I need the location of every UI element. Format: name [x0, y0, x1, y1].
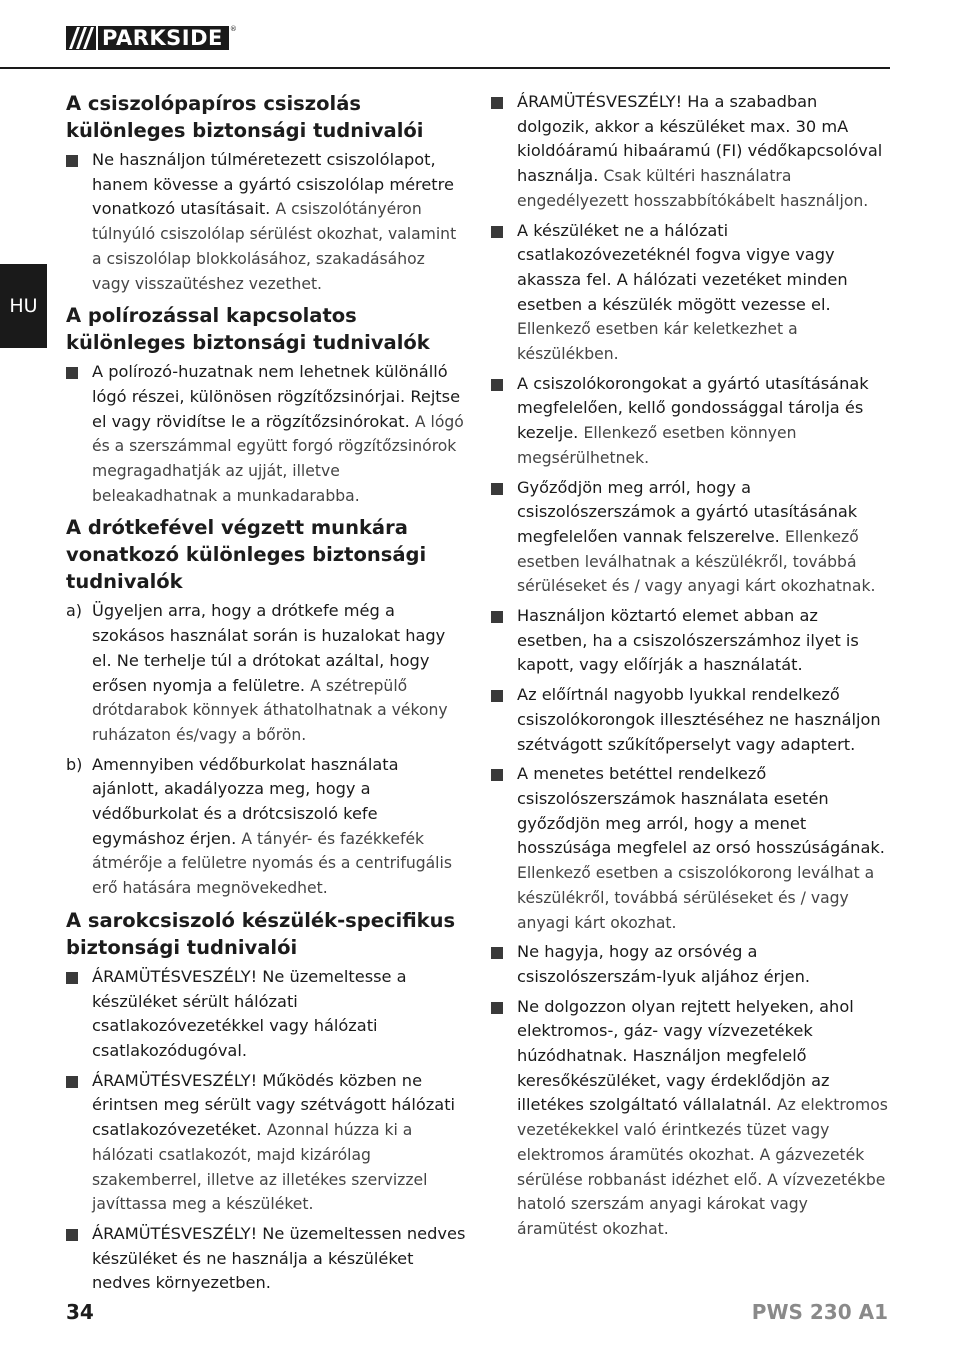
list-item: Ne használjon túlméretezett csiszolólapot, hanem kövesse a gyártó csiszolólap méretre vonatkozó utasításait. A csiszolótányéron túlnyúló csiszolólap sérülést okozhat, valamint a csiszolólap blokkolásához, szakadásához vagy visszaütéshez vezethet.: [66, 148, 466, 296]
item-marker: a): [66, 601, 83, 621]
list-item: Ne dolgozzon olyan rejtett helyeken, ahol elektromos-, gáz- vagy vízvezetékek húzódhatnak. Használjon megfelelő keresőkészüléket, vagy érdeklődjön az illetékes szolgáltató vállalatnál. Az elektromos vezetékekkel való érintkezés tüzet vagy elektromos áramütés okozhat. A gázvezeték sérülése robbanást idézhet elő. A vízvezetékbe hatoló szerszám anyagi károkat vagy áramütést okozhat.: [491, 995, 893, 1242]
item-marker: b): [66, 754, 83, 774]
list-item: a) Ügyeljen arra, hogy a drótkefe még a szokásos használat során is huzalokat hagy el. Ne terhelje túl a drótokat azáltal, hogy erősen nyomja a felületre. A szétrepülő drótdarabok könnyek áthatolhatnak a vékony ruházaton és/vagy a bőrön.: [66, 601, 448, 744]
list-item: Az előírtnál nagyobb lyukkal rendelkező csiszolókorongok illesztéséhez ne használjon szétvágott szűkítőperselyt vagy adaptert.: [491, 683, 893, 757]
page-number: 34: [66, 1300, 94, 1324]
square-bullet-icon: [491, 611, 503, 623]
logo-slashes-icon: [66, 26, 96, 50]
square-bullet-icon: [66, 155, 78, 167]
square-bullet-icon: [491, 690, 503, 702]
list-item: A menetes betéttel rendelkező csiszolószerszámok használata esetén győződjön meg arról, hogy a menet hosszúsága megfelel az orsó hosszúságának. Ellenkező esetben a csiszolókorong leválhat a készülékről, továbbá sérüléseket és / vagy anyagi kárt okozhat.: [491, 762, 893, 935]
square-bullet-icon: [491, 483, 503, 495]
section-title: A csiszolópapíros csiszolás különleges biztonsági tudnivalói: [66, 92, 424, 142]
right-column: [491, 90, 893, 1247]
section-title: A polírozással kapcsolatos különleges biztonsági tudnivalók: [66, 304, 430, 355]
left-column: [66, 90, 466, 1302]
square-bullet-icon: [491, 97, 503, 109]
square-bullet-icon: [491, 226, 503, 238]
parkside-logo: [66, 24, 237, 52]
section-sanding-paper: [66, 90, 466, 296]
section-title: A sarokcsiszoló készülék-specifikus biztonsági tudnivalói: [66, 908, 456, 959]
square-bullet-icon: [66, 1229, 78, 1241]
list-item: b) Amennyiben védőburkolat használata ajánlott, akadályozza meg, hogy a védőburkolat és a drótcsiszoló kefe egymáshoz érjen. A tányér- és fazékkefék átmérője a felületre nyomás és a centrifugális erő hatására megnövekedhet.: [66, 754, 452, 898]
list-item: Győződjön meg arról, hogy a csiszolószerszámok a gyártó utasításának megfelelően vannak felszerelve. Ellenkező esetben leválhatnak a készülékről, továbbá sérüléseket és / vagy anyagi kárt okozhatnak.: [491, 476, 893, 600]
section-title: A drótkefével végzett munkára vonatkozó különleges biztonsági tudnivalók: [66, 516, 427, 594]
square-bullet-icon: [491, 1002, 503, 1014]
list-item: ÁRAMÜTÉSVESZÉLY! Működés közben ne érintsen meg sérült vagy szétvágott hálózati csatlakozóvezetéket. Azonnal húzza ki a hálózati csatlakozót, majd kizárólag szakemberrel, illetve az illetékes szervizzel javíttassa meg a készüléket.: [66, 1069, 466, 1217]
square-bullet-icon: [66, 367, 78, 379]
list-item: A polírozó-huzatnak nem lehetnek különálló lógó részei, különösen rögzítőzsinórjai. Rejtse el vagy rövidítse le a rögzítőzsinórokat. A lógó és a szerszámmal együtt forgó rögzítőzsinórok megragadhatják az ujját, illetve beleakadhatnak a munkadarabba.: [66, 360, 466, 508]
square-bullet-icon: [491, 379, 503, 391]
list-item: A csiszolókorongokat a gyártó utasításának megfelelően, kellő gondossággal tárolja és kezelje. Ellenkező esetben könnyen megsérülhetnek.: [491, 372, 893, 471]
list-item: ÁRAMÜTÉSVESZÉLY! Ne üzemeltesse a készüléket sérült hálózati csatlakozóvezetékkel vagy hálózati csatlakozódugóval.: [66, 965, 466, 1064]
section-polishing: [66, 302, 466, 508]
list-item: Ne hagyja, hogy az orsóvég a csiszolószerszám-lyuk aljához érjen.: [491, 940, 893, 989]
list-item: A készüléket ne a hálózati csatlakozóvezetéknél fogva vigye vagy akassza fel. A hálózati vezetéket minden esetben a készülék mögött vezesse el. Ellenkező esetben kár keletkezhet a készülékben.: [491, 219, 893, 367]
square-bullet-icon: [66, 972, 78, 984]
logo-wordmark: PARKSIDE: [98, 26, 229, 50]
section-angle-grinder: [66, 907, 466, 1296]
header-rule: [0, 67, 890, 69]
square-bullet-icon: [491, 769, 503, 781]
registered-mark: ®: [229, 25, 237, 33]
square-bullet-icon: [491, 947, 503, 959]
square-bullet-icon: [66, 1076, 78, 1088]
list-item: Használjon köztartó elemet abban az esetben, ha a csiszolószerszámhoz ilyet is kapott, vagy előírják a használatát.: [491, 604, 893, 678]
list-item: ÁRAMÜTÉSVESZÉLY! Ha a szabadban dolgozik, akkor a készüléket max. 30 mA kioldóáramú hibaáramú (FI) védőkapcsolóval használja. Csak kültéri használatra engedélyezett hosszabbítókábelt használjon.: [491, 90, 893, 214]
list-item: ÁRAMÜTÉSVESZÉLY! Ne üzemeltessen nedves készüléket és ne használja a készüléket nedves környezetben.: [66, 1222, 466, 1296]
model-name: PWS 230 A1: [751, 1300, 888, 1324]
language-tab: HU: [0, 264, 47, 348]
section-wire-brush: [66, 514, 466, 900]
